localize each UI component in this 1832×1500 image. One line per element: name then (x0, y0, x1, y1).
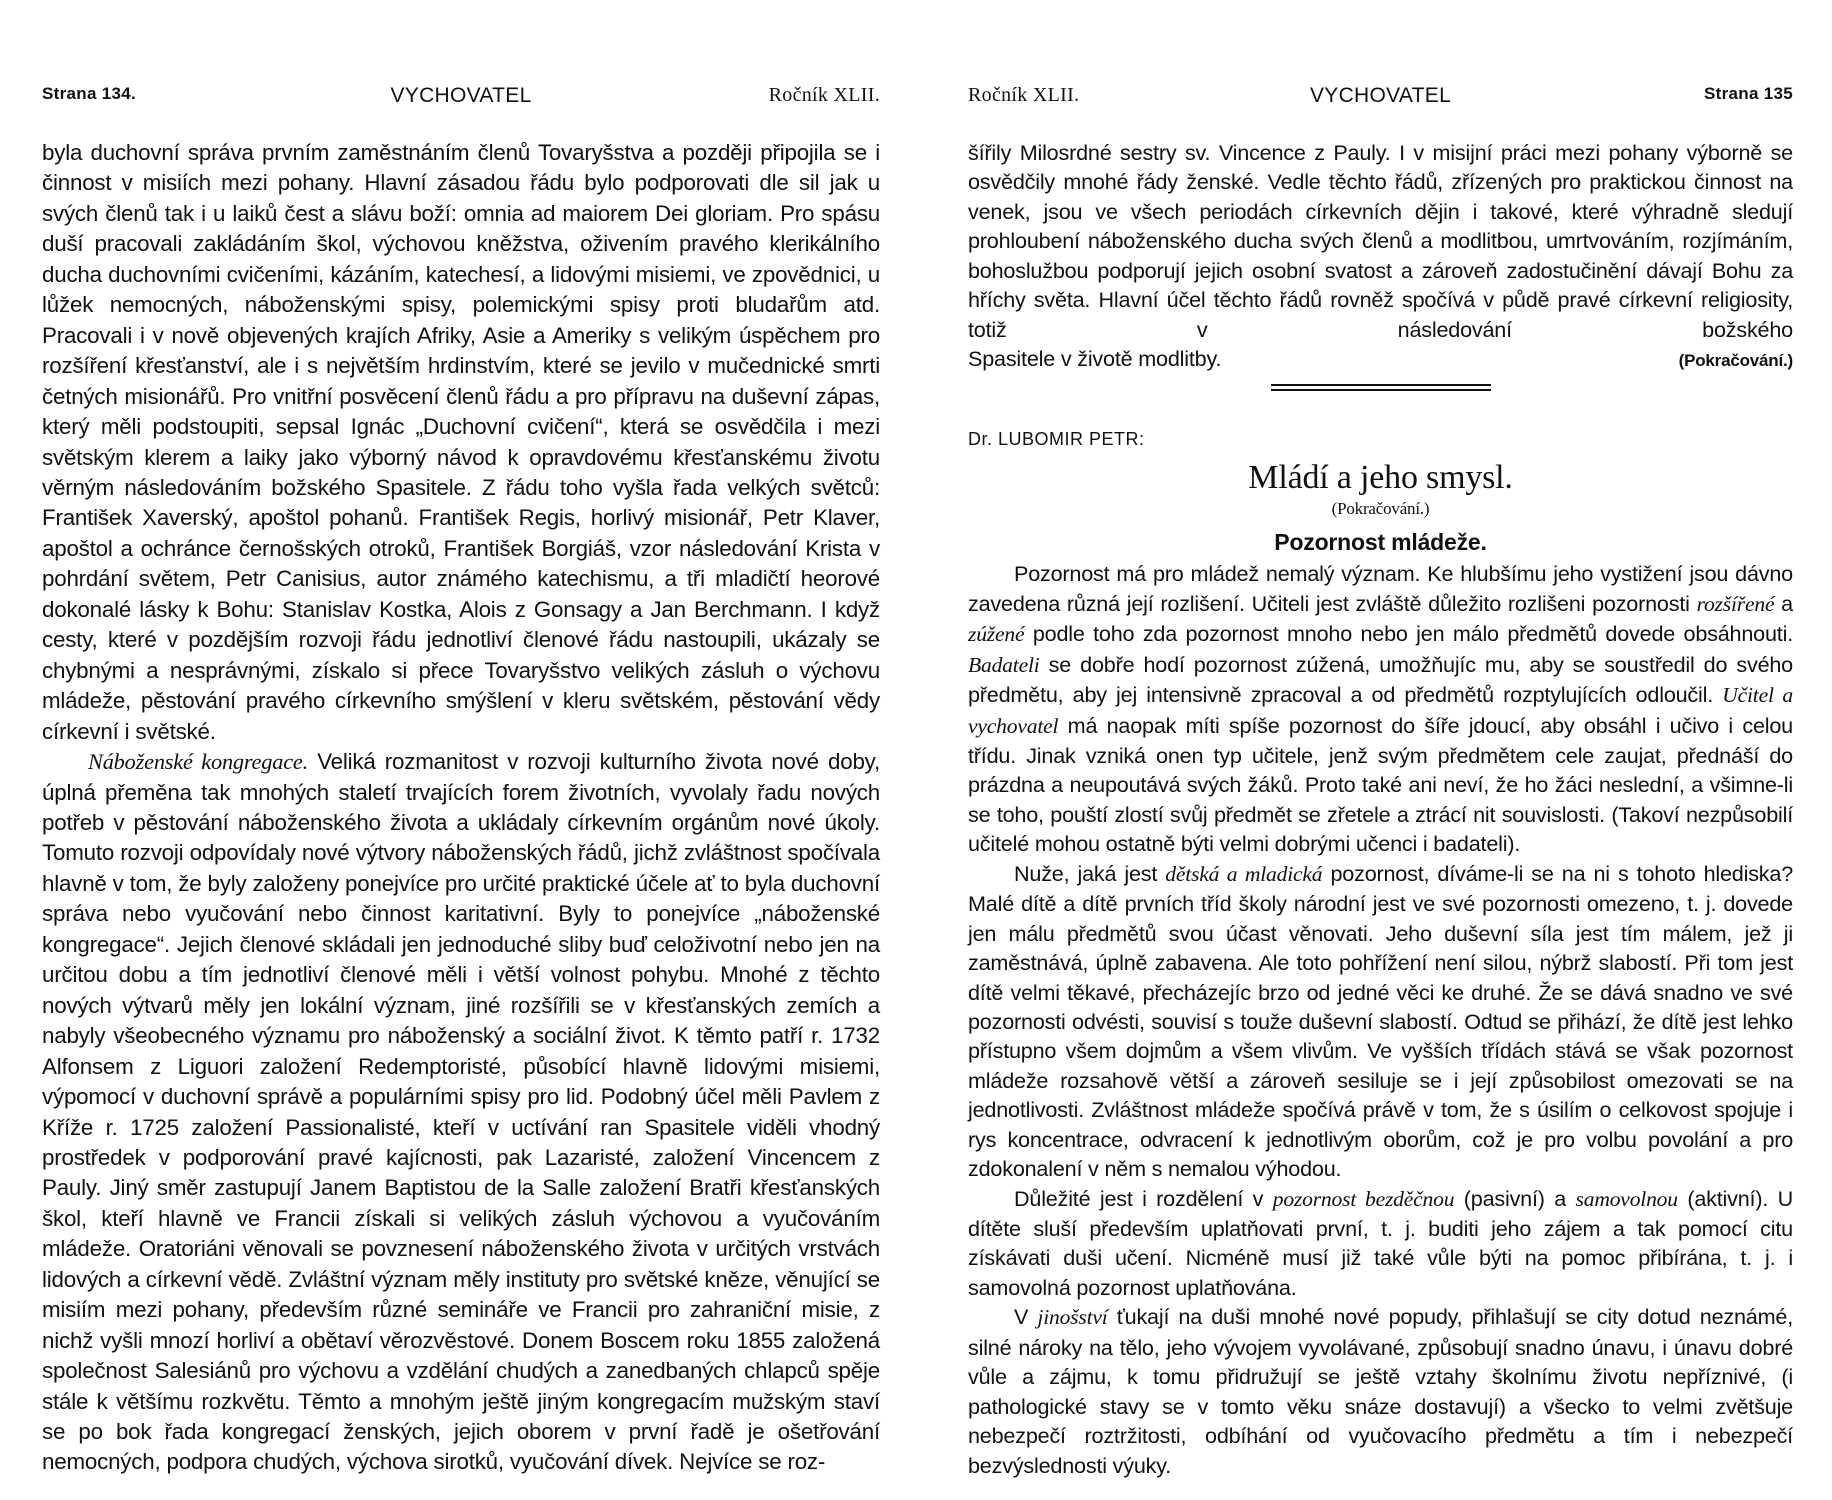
paragraph (968, 1302, 1793, 1480)
text-run: V (1014, 1304, 1038, 1330)
volume-left: Ročník XLII. (768, 84, 880, 106)
left-page-body (42, 138, 880, 1478)
page-number-left: Strana 134. (42, 84, 137, 103)
journal-title-left: VYCHOVATEL (390, 84, 532, 107)
intro-last-line: Spasitele v životě modlitby. (968, 346, 1222, 372)
text-run: (aktivní). U dítěte sluší především uplatňovati první, t. j. buditi jeho zájem a tak pomocí citu získávati duši učení. Nicméně musí již také vůle býti na pomoc přibírána, t. j. i samovolná pozornost uplatňována. (968, 1185, 1793, 1300)
paragraph (968, 859, 1793, 1184)
italic-term: Učitel a vychovatel (968, 683, 1793, 738)
italic-term: pozornost bezděčnou (1272, 1186, 1455, 1211)
continued-row (968, 344, 1793, 375)
paragraph-congregations (42, 747, 880, 1478)
paragraph-text: Veliká rozmanitost v rozvoji kulturního života nové doby, úplná přeměna tak mnohých staletí trvajících forem životních, vyvolaly řadu nových potřeb v pěstování náboženského života a ukládaly církevním orgánům nové úkoly. Tomuto rozvoji odpovídaly nové výtvory náboženských řádů, jichž zvláštnost spočívala hlavně v tom, že byly založeny ponejvíce pro určité praktické účele ať to byla duchovní správa nebo vyučování nebo činnost karitativní. Byly to ponejvíce „náboženské kongregace“. Jejich členové skládali jen jednoduché sliby buď celoživotní nebo jen na určitou dobu a tím jednotliví členové měli i větší volnost pohybu. Mnohé z těchto nových výtvarů měly jen lokální význam, jiné rozšířili se v křesťanských zemích a nabyly všeobecného významu pro náboženský a sociální život. K těmto patří r. 1732 Alfonsem z Liguori založení Redemptoristé, působící hlavně lidovými misiemi, výpomocí v duchovní správě a populárními spisy pro lid. Podobný účel měli Pavlem z Kříže r. 1725 založení Passionalisté, kteří v uctívání ran Spasitele viděli vhodný prostředek v podporování pravé kajícnosti, pak Lazaristé, založení Vincencem z Pauly. Jiný směr zastupují Janem Baptistou de la Salle založení Bratři křesťanských škol, kteří hlavně ve Francii získali si velikých zásluh výchovou a vyučováním mládeže. Oratoriáni věnovali se povznesení náboženského života v určitých vrstvách lidových a církevní vědě. Zvláštní význam měly instituty pro světské kněze, věnující se misiím mezi pohany, především různé semináře ve Francii pro zahraniční misie, z nichž vyšli mnozí horliví a obětaví věrozvěstové. Donem Boscem roku 1855 založená společnost Salesiánů pro výchovu a vzdělání chudých a zanedbaných chlapců spěje stále k většímu rozkvětu. Těmto a mnohým ještě jiným kongregacím mužským staví se po bok řada kongregací ženských, jejich oborem v první řadě je ošetřování nemocných, podpora chudých, výchova sirotků, vyučování dívek. Nejvíce se roz- (42, 749, 881, 1475)
article-title: Mládí a jeho smysl. (1248, 458, 1513, 496)
text-run: (pasivní) a (1454, 1185, 1576, 1211)
text-run: Nuže, jaká jest (1014, 860, 1166, 886)
author-name: Dr. LUBOMIR PETR: (968, 428, 1145, 449)
volume-right: Ročník XLII. (968, 84, 1080, 106)
right-page-header (968, 84, 1793, 114)
italic-term: jinošství (1037, 1305, 1108, 1330)
section-divider (1271, 384, 1491, 391)
page-number-right: Strana 135 (1704, 84, 1793, 103)
left-page-header (42, 84, 880, 114)
text-run: podle toho zda pozornost mnoho nebo jen málo předmětů dovede obsáhnouti. (1024, 621, 1793, 647)
paragraph-intro: šířily Milosrdné sestry sv. Vincence z Pauly. I v misijní práci mezi pohany výborně se osvědčily mnohé řády ženské. Vedle těchto řádů, zřízených pro praktickou činnost na venek, jsou ve všech periodách církevních dějin i takové, které výhradně sledují prohloubení náboženského ducha svých členů a modlitbou, umrtvováním, rozjímáním, bohoslužbou podporují jejich osobní svatost a zároveň zadostučinění dávají Bohu za hříchy světa. Hlavní účel těchto řádů rovněž spočívá v půdě pravé církevní religiosity, totiž v následování božského (968, 140, 1793, 342)
article-subtitle: (Pokračování.) (1331, 498, 1430, 518)
text-run: Důležité jest i rozdělení v (1014, 1185, 1273, 1211)
text-run: Pozornost má pro mládež nemalý význam. Ke hlubšímu jeho vystižení jsou dávno zavedena různá její rozlišení. Učiteli jest zvláště důležito rozlišeni pozornosti (968, 561, 1793, 616)
text-run: se dobře hodí pozornost zúžená, umožňujíc mu, aby se soustředil do svého předmětu, aby jej intensivně zpracoval a od předmětů rozptylujících odloučil. (968, 651, 1793, 708)
text-run: ťukají na duši mnohé nové popudy, přihlašují se city dotud neznámé, silné nároky na tělo, jeho vývojem vyvolávané, způsobují snadno únavu, i únavu dobré vůle a zájmu, k tomu přidružují se ještě vztahy školnímu životu nepříznivé, (i pathologické stavy se v tomto věku snáze dostavují) a všecko to velmi zvětšuje nebezpečí roztržitosti, odbíhání od vyučovacího předmětu a tím i nebezpečí bezvýslednosti výuky. (968, 1304, 1793, 1478)
right-page (968, 0, 1793, 1500)
section-heading: Pozornost mládeže. (1274, 528, 1487, 555)
paragraph (968, 559, 1793, 858)
left-page (42, 0, 880, 1500)
journal-title-right: VYCHOVATEL (1309, 84, 1452, 107)
italic-term: dětská a mladická (1165, 861, 1323, 886)
italic-term: rozšířené (1696, 591, 1775, 616)
italic-term: Badateli (968, 652, 1040, 677)
italic-heading: Náboženské kongregace. (88, 749, 309, 775)
continued-note: (Pokračování.) (1678, 351, 1793, 371)
italic-term: samovolnou (1575, 1186, 1678, 1211)
paragraph (968, 1184, 1793, 1303)
right-page-body (968, 138, 1793, 1480)
paragraph: byla duchovní správa prvním zaměstnáním členů Tovaryšstva a později připojila se i činnost v misiích mezi pohany. Hlavní zásadou řádu bylo podporovati dle sil jak u svých členů tak i u laiků čest a slávu boží: omnia ad maiorem Dei gloriam. Pro spásu duší pracovali zakládáním škol, výchovou kněžstva, oživením pravého klerikálního ducha duchovními cvičeními, kázáním, katechesí, a lidovými misiemi, ve zpovědnici, u lůžek nemocných, náboženskými spisy, polemickými spisy proti bludařům atd. Pracovali i v nově objevených krajích Afriky, Asie a Ameriky s velikým úspěchem pro rozšíření křesťanství, ale i s největším hrdinstvím, které se jevilo v mučednické smrti četných misionářů. Pro vnitřní posvěcení členů řádu a pro přípravu na duševní zápas, který měli podstoupiti, sepsal Ignác „Duchovní cvičení“, která se osvědčila i mezi světským klerem a laiky jako výborný návod k opravdovému křesťanskému životu věrným následováním božského Spasitele. Z řádu toho vyšla řada velkých světců: František Xaverský, apoštol pohanů. František Regis, horlivý misionář, Petr Klaver, apoštol a ochránce černošských otroků, František Borgiáš, vzor následování Krista v pohrdání světem, Petr Canisius, autor známého katechismu, a tři mladičtí heorové dokonalé lásky k Bohu: Stanislav Kostka, Alois z Gonsagy a Jan Berchmann. I když cesty, které v pozdějším rozvoji řádu jednotliví členové řádu nastoupili, ukázaly se chybnými a nesprávnými, získalo si přece Tovaryšstvo velikých zásluh o výchovu mládeže, pěstování pravého církevního smýšlení v kleru světském, pěstování vědy církevní i světské. (42, 140, 880, 744)
text-run: pozornost, díváme-li se na ni s tohoto hlediska? Malé dítě a dítě prvních tříd školy národní jest ve své pozornosti omezeno, t. j. dovede jen málu předmětů svou účast věnovati. Jeho duševní síla jest tím málem, jež ji zaměstnává, úplně zabavena. Ale toto pohřížení není silou, nýbrž slabostí. Při tom jest dítě velmi těkavé, přecházejíc brzo od jedné věci ke druhé. Že se dává snadno ve své pozornosti odvésti, souvisí s touže duševní slabostí. Odtud se přihází, že dítě jest lehko přístupno všem dojmům a všem vlivům. Ve vyšších třídách stává se však pozornost mládeže rozsahově větší a zároveň sesiluje se i její způsobilost omezovati se na jednotlivosti. Zvláštnost mládeže spočívá právě v tom, že s úsilím o celkovost spojuje i rys koncentrace, odvracení k jednotlivým oborům, což je pro volbu povolání a pro zdokonalení v něm s nemalou výhodou. (968, 860, 1794, 1182)
italic-term: zúžené (968, 622, 1025, 647)
text-run: a (1774, 590, 1793, 616)
text-run: má naopak míti spíše pozornost do šíře jdoucí, aby obsáhl i učivo i celou třídu. Jinak vzniká onen typ učitele, jenž svým předmětem cele zaujat, přednáší do prázdna a neupoutává svých žáků. Proto také ani neví, že ho žáci neslední, a všimne-li se toho, pouští zlostí svůj předmět se zřetele a ztrácí nit souvislosti. (Takoví nezpůsobilí učitelé mohou ostatně býti velmi dobrými učenci i badateli). (968, 712, 1793, 857)
